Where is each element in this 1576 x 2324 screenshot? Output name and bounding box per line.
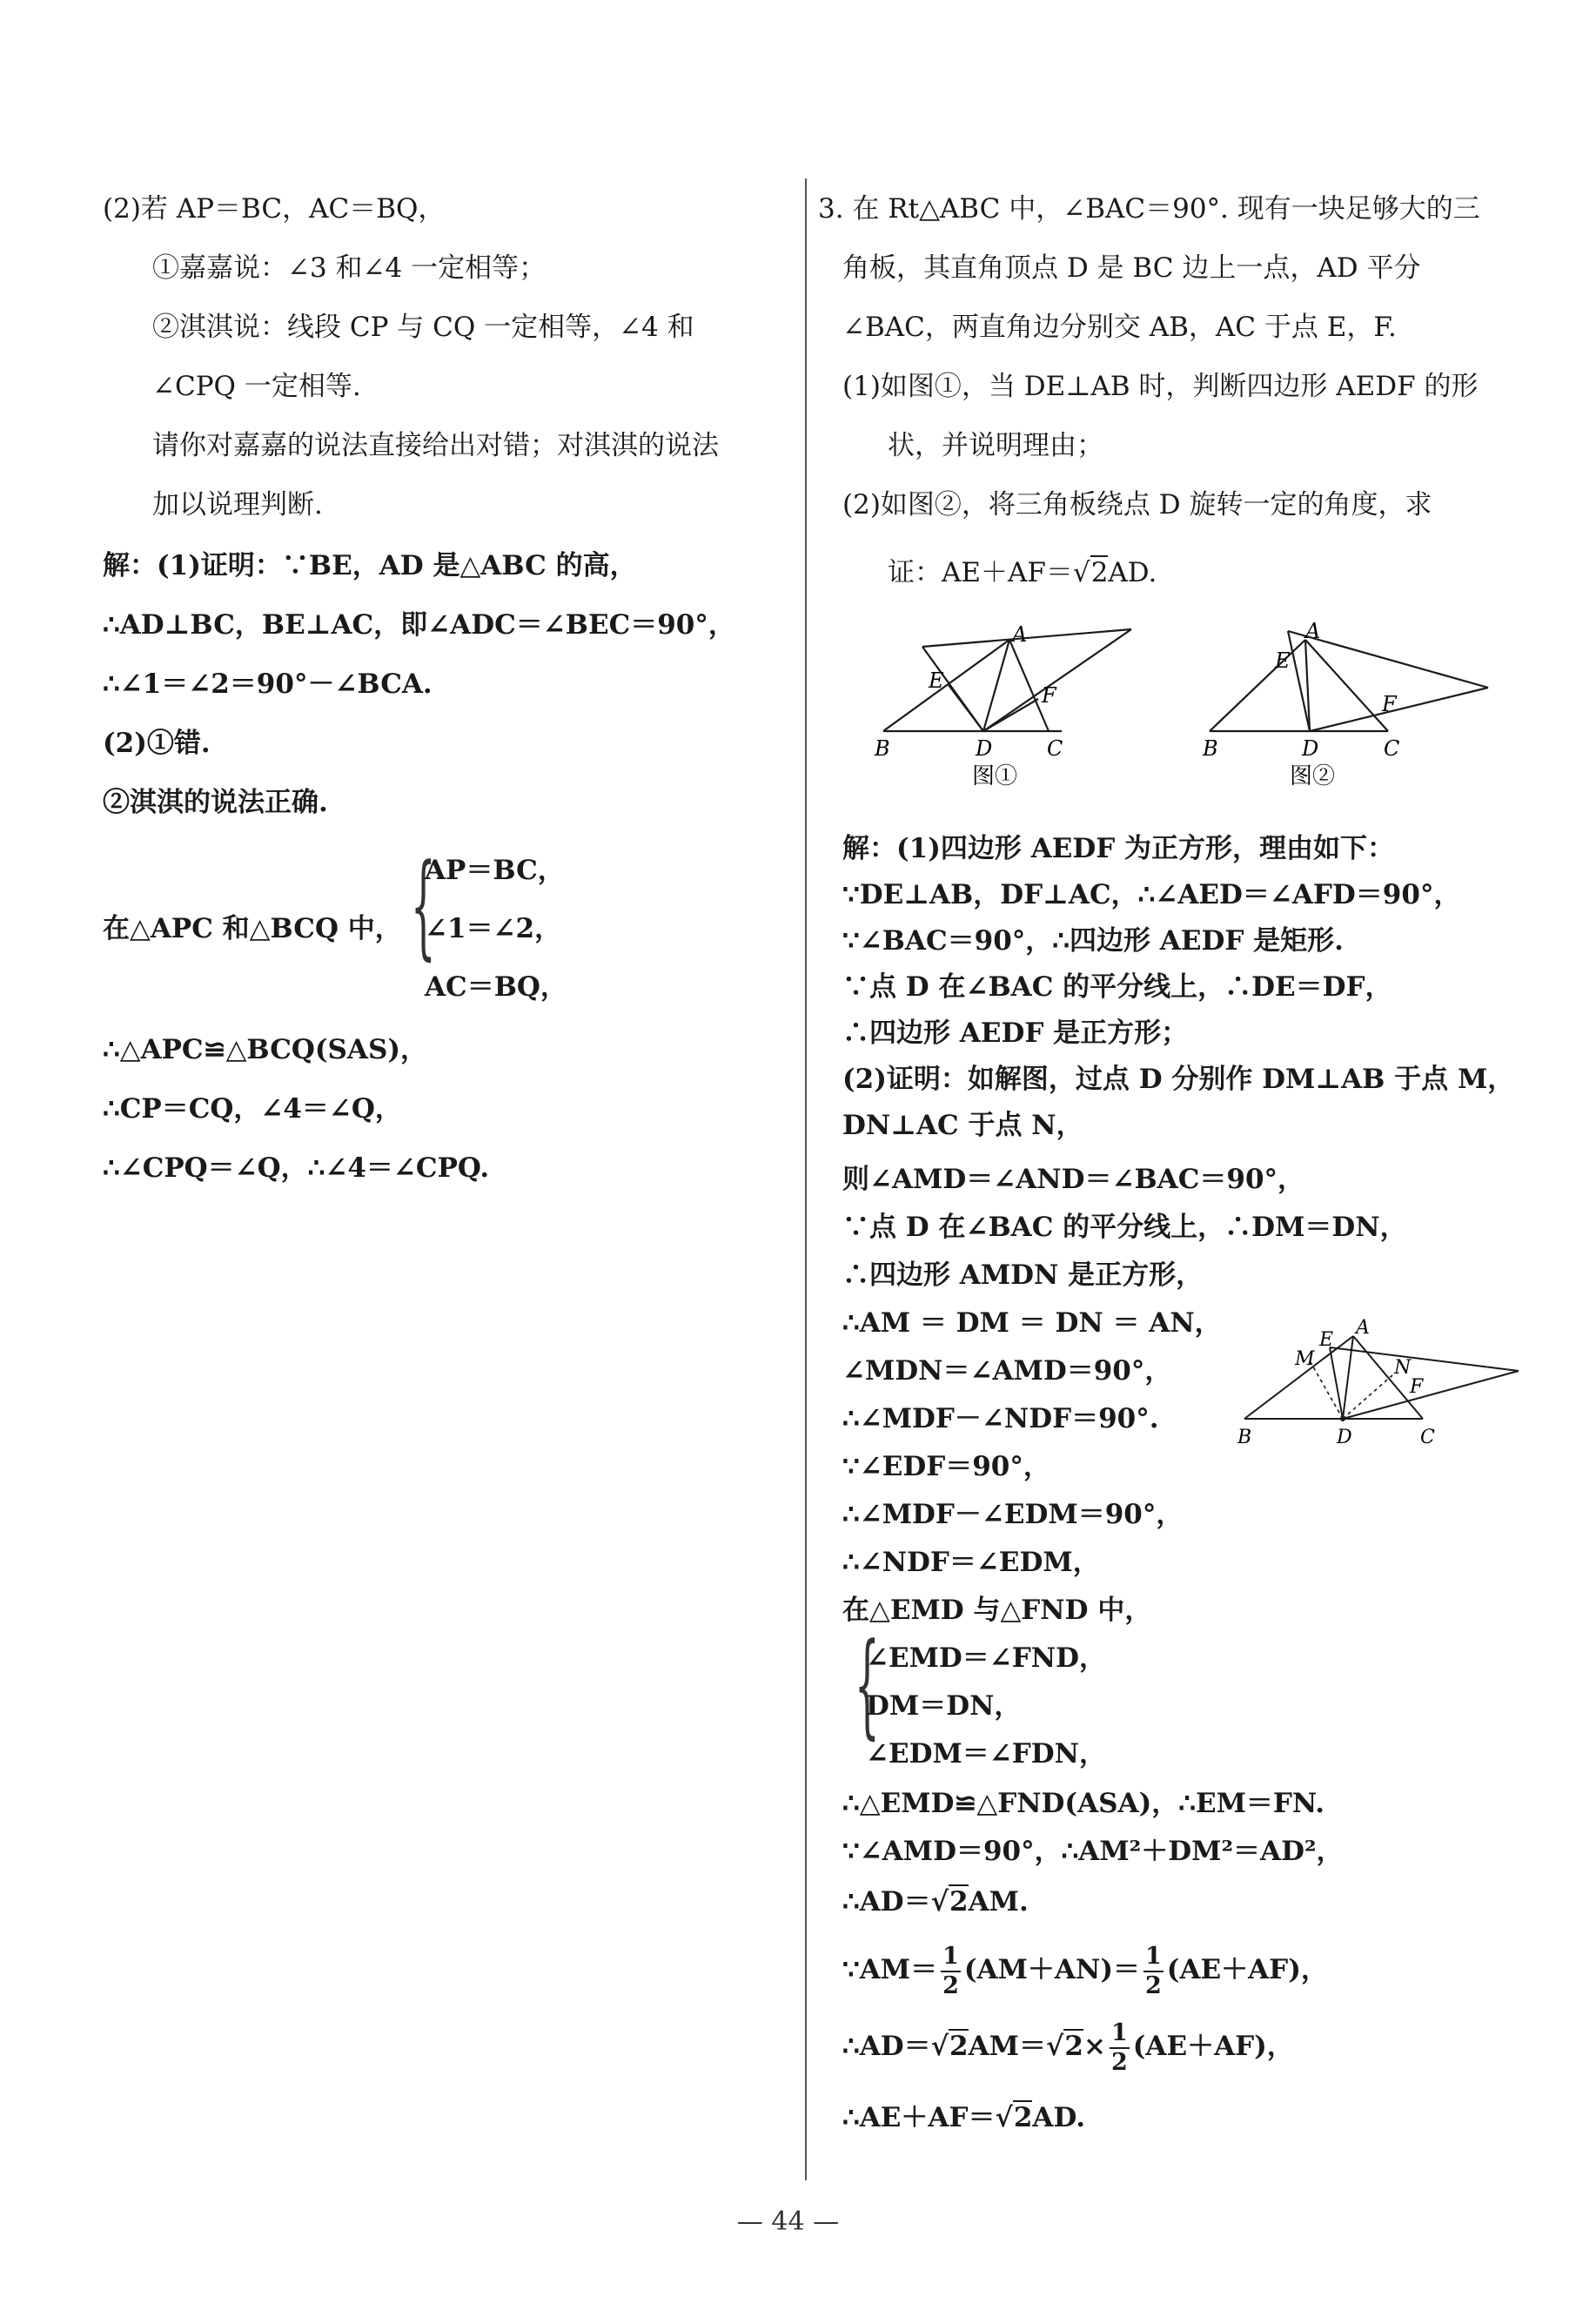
sol-label-A: A: [1356, 1317, 1370, 1339]
q3-line4: (1)如图①，当 DE⊥AB 时，判断四边形 AEDF 的形: [842, 371, 1479, 402]
condition-1: AP＝BC，: [425, 855, 565, 886]
fraction-half-1: $\frac{1}{2}$: [942, 1942, 959, 1999]
jiajia-claim: ①嘉嘉说：∠3 和∠4 一定相等；: [152, 252, 547, 284]
r-line13: ∴∠MDF－∠NDF＝90°.: [842, 1403, 1159, 1434]
r-line2: ∵DE⊥AB，DF⊥AC，∴∠AED＝∠AFD＝90°，: [842, 879, 1461, 910]
r-line1: 解：(1)四边形 AEDF 为正方形，理由如下：: [842, 833, 1395, 864]
r-line22: ∵AM＝ $\frac{1}{2}$ (AM＋AN)＝ $\frac{1}{2}$ (AE＋AF)，: [842, 1942, 1328, 1999]
label-D: D: [976, 736, 993, 761]
q3-line2: 角板，其直角顶点 D 是 BC 边上一点，AD 平分: [842, 252, 1421, 284]
condition-2: ∠1＝∠2，: [425, 913, 562, 944]
r-line17: 在△EMD 与△FND 中，: [842, 1595, 1152, 1626]
solution-line8: ∴CP＝CQ，∠4＝∠Q，: [103, 1093, 402, 1125]
label-F: F: [1042, 683, 1056, 708]
r-line4: ∵点 D 在∠BAC 的平分线上，∴DE＝DF，: [842, 971, 1392, 1003]
r-line24: ∴AE＋AF＝√2AD.: [842, 2102, 1086, 2133]
asa-condition-3: ∠EDM＝∠FDN，: [866, 1738, 1107, 1770]
qiqi-claim-line2: ∠CPQ 一定相等.: [152, 371, 361, 402]
q3-line1: 3. 在 Rt△ABC 中，∠BAC＝90°. 现有一块足够大的三: [818, 193, 1480, 225]
congruence-intro: 在△APC 和△BCQ 中，: [103, 913, 402, 944]
label-E: E: [929, 668, 944, 693]
r-line20: ∵∠AMD＝90°，∴AM²＋DM²＝AD²，: [842, 1836, 1344, 1867]
r-line19: ∴△EMD≌△FND(ASA)，∴EM＝FN.: [842, 1788, 1325, 1819]
label-A: A: [1012, 622, 1028, 647]
sol-label-N: N: [1394, 1357, 1412, 1379]
solution-line3: ∴∠1＝∠2＝90°－∠BCA.: [103, 668, 433, 700]
r-line6: (2)证明：如解图，过点 D 分别作 DM⊥AB 于点 M，: [842, 1064, 1515, 1095]
figure-1-caption: 图①: [972, 763, 1018, 788]
sol-label-C: C: [1420, 1427, 1435, 1448]
label-F-2: F: [1382, 692, 1397, 716]
solution-line9: ∴∠CPQ＝∠Q，∴∠4＝∠CPQ.: [103, 1152, 490, 1184]
label-D-2: D: [1302, 736, 1319, 761]
r-line23: ∴AD＝√2AM＝√2× $\frac{1}{2}$ (AE＋AF)，: [842, 2018, 1294, 2076]
solution-line4: (2)①错.: [103, 728, 211, 759]
label-C: C: [1047, 736, 1063, 761]
r-line3: ∵∠BAC＝90°，∴四边形 AEDF 是矩形.: [842, 925, 1344, 957]
sol-label-B: B: [1237, 1427, 1252, 1448]
question-part2: (2)若 AP＝BC，AC＝BQ，: [103, 193, 446, 225]
r-line15: ∴∠MDF－∠EDM＝90°，: [842, 1499, 1184, 1530]
solution-figure: [1227, 1306, 1540, 1454]
solution-line5: ②淇淇的说法正确.: [103, 787, 328, 818]
qiqi-claim-line1: ②淇淇说：线段 CP 与 CQ 一定相等，∠4 和: [152, 312, 694, 343]
label-C-2: C: [1384, 736, 1400, 761]
r-line5: ∴四边形 AEDF 是正方形；: [842, 1018, 1189, 1049]
sol-label-D: D: [1337, 1427, 1352, 1448]
sol-label-M: M: [1295, 1348, 1315, 1370]
r-line7: DN⊥AC 于点 N，: [842, 1110, 1083, 1141]
fraction-half-2: $\frac{1}{2}$: [1144, 1942, 1162, 1999]
label-B: B: [875, 736, 890, 761]
r-line9: ∵点 D 在∠BAC 的平分线上，∴DM＝DN，: [842, 1212, 1407, 1243]
question-ask-line1: 请你对嘉嘉的说法直接给出对错；对淇淇的说法: [152, 430, 719, 461]
condition-3: AC＝BQ，: [425, 971, 567, 1003]
fraction-half-3: $\frac{1}{2}$: [1110, 2018, 1128, 2076]
r-line11: ∴AM ＝ DM ＝ DN ＝ AN，: [842, 1307, 1222, 1339]
column-divider: [805, 178, 807, 2180]
left-brace: {: [410, 839, 436, 971]
r-line10: ∴四边形 AMDN 是正方形，: [842, 1259, 1204, 1291]
asa-condition-1: ∠EMD＝∠FND，: [866, 1642, 1107, 1674]
r-line21: ∴AD＝√2AM.: [842, 1886, 1029, 1918]
q3-line6: (2)如图②，将三角板绕点 D 旋转一定的角度，求: [842, 489, 1432, 521]
q3-line5: 状，并说明理由；: [888, 430, 1103, 461]
r-line14: ∵∠EDF＝90°，: [842, 1451, 1050, 1482]
solution-line1: 解：(1)证明：∵BE，AD 是△ABC 的高，: [103, 550, 637, 581]
q3-line7: 证：AE＋AF＝√2AD.: [888, 557, 1157, 588]
solution-line2: ∴AD⊥BC，BE⊥AC，即∠ADC＝∠BEC＝90°，: [103, 609, 735, 641]
asa-condition-2: DM＝DN，: [866, 1690, 1022, 1722]
label-A-2: A: [1305, 619, 1321, 643]
q3-line3: ∠BAC，两直角边分别交 AB，AC 于点 E，F.: [842, 312, 1397, 343]
sol-label-E: E: [1319, 1329, 1334, 1351]
sol-label-F: F: [1410, 1376, 1424, 1398]
right-brace: {: [854, 1618, 880, 1750]
r-line12: ∠MDN＝∠AMD＝90°，: [842, 1355, 1172, 1387]
figure-1: [866, 614, 1170, 788]
question-ask-line2: 加以说理判断.: [152, 489, 323, 521]
figure-2: [1192, 614, 1506, 788]
page-number: — 44 —: [736, 2206, 840, 2237]
figure-2-caption: 图②: [1290, 763, 1336, 788]
label-E-2: E: [1275, 648, 1291, 673]
label-B-2: B: [1203, 736, 1218, 761]
r-line8: 则∠AMD＝∠AND＝∠BAC＝90°，: [842, 1164, 1305, 1195]
solution-line7: ∴△APC≌△BCQ(SAS)，: [103, 1034, 428, 1065]
r-line16: ∴∠NDF＝∠EDM，: [842, 1547, 1100, 1578]
